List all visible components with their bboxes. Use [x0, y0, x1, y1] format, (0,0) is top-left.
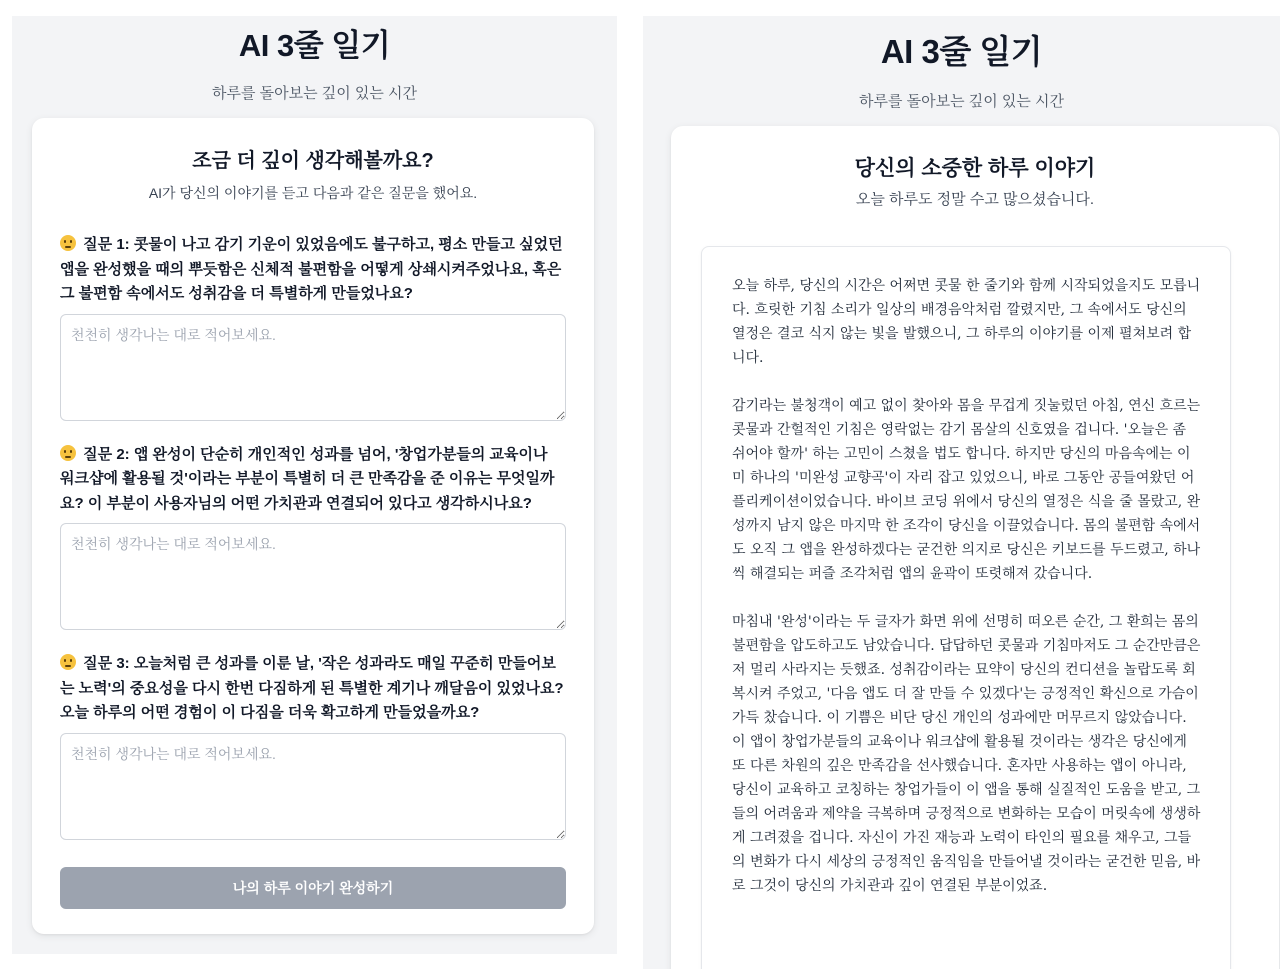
story-panel [643, 16, 1280, 969]
answer-1-textarea[interactable] [60, 314, 566, 421]
story-paragraph-1: 오늘 하루, 당신의 시간은 어쩌면 콧물 한 줄기와 함께 시작되었을지도 모릅니다. 흐릿한 기침 소리가 일상의 배경음악처럼 깔렸지만, 그 속에서도 당신의 열정은 결코 식지 않는 빛을 발했으니, 그 하루의 이야기를 이제 펼쳐보려 합니다. [732, 278, 1201, 366]
app-title: AI 3줄 일기 [880, 33, 1043, 70]
story-text-box [701, 246, 1231, 969]
question-1 [60, 233, 566, 421]
question-3-text [60, 652, 566, 726]
thinking-face-icon [60, 445, 76, 461]
story-paragraph-2: 감기라는 불청객이 예고 없이 찾아와 몸을 무겁게 짓눌렀던 아침, 연신 흐르는 콧물과 간헐적인 기침은 영락없는 감기 몸살의 신호였을 겁니다. '오늘은 좀 쉬어야 할까' 하는 고민이 스쳤을 법도 합니다. 하지만 당신의 마음속에는 이미 하나의 '미완성 교향곡'이 자리 잡고 있었으니, 바로 그동안 공들여왔던 어플리케이션이었습니다. 바이브 코딩 위에서 당신의 열정은 식을 줄 몰랐고, 완성까지 남지 않은 마지막 한 조각이 당신을 이끌었습니다. 몸의 불편함 속에서도 오직 그 앱을 완성하겠다는 굳건한 의지로 당신은 키보드를 두드렸고, 하나씩 해결되는 퍼즐 조각처럼 앱의 윤곽이 또렷해져 갔습니다. [732, 398, 1201, 582]
card-title: 조금 더 깊이 생각해볼까요? [192, 150, 434, 172]
question-3 [60, 652, 566, 840]
question-2 [60, 443, 566, 631]
answer-2-textarea[interactable] [60, 523, 566, 630]
question-2-label: 질문 2: 앱 완성이 단순히 개인적인 성과를 넘어, '창업가분들의 교육이나 워크샵에 활용될 것'이라는 부분이 특별히 더 큰 만족감을 준 이유는 무엇일까요? 이 부분이 사용자님의 어떤 가치관과 연결되어 있다고 생각하시나요? [60, 445, 555, 512]
story-paragraph-3: 마침내 '완성'이라는 두 글자가 화면 위에 선명히 떠오른 순간, 그 환희는 몸의 불편함을 압도하고도 남았습니다. 답답하던 콧물과 기침마저도 그 순간만큼은 저 멀리 사라지는 듯했죠. 성취감이라는 묘약이 당신의 컨디션을 놀랍도록 회복시켜 주었고, '다음 앱도 더 잘 만들 수 있겠다'는 긍정적인 확신으로 가슴이 가득 찼습니다. 이 기쁨은 비단 당신 개인의 성과에만 머무르지 않았습니다. 이 앱이 창업가분들의 교육이나 워크샵에 활용될 것이라는 생각은 당신에게 또 다른 차원의 깊은 만족감을 선사했습니다. 혼자만 사용하는 앱이 아니라, 당신이 교육하고 코칭하는 창업가들이 이 앱을 통해 실질적인 도움을 받고, 그들의 어려움과 제약을 극복하며 긍정적으로 변화하는 모습이 머릿속에 생생하게 그려졌을 겁니다. 자신이 가진 재능과 노력이 타인의 필요를 채우고, 그들의 변화가 다시 세상의 긍정적인 움직임을 만들어낼 것이라는 굳건한 믿음, 바로 그것이 당신의 가치관과 깊이 연결된 부분이었죠. [732, 614, 1201, 894]
app-subtitle: 하루를 돌아보는 깊이 있는 시간 [858, 93, 1065, 110]
complete-story-button[interactable]: 나의 하루 이야기 완성하기 [60, 867, 566, 909]
card-subtitle: AI가 당신의 이야기를 듣고 다음과 같은 질문을 했어요. [148, 185, 478, 201]
question-1-label: 질문 1: 콧물이 나고 감기 기운이 있었음에도 불구하고, 평소 만들고 싶었던 앱을 완성했을 때의 뿌듯함은 신체적 불편함을 어떻게 상쇄시켜주었나요, 혹은 그 불편함 속에서도 성취감을 더 특별하게 만들었나요? [60, 236, 563, 302]
story-subtitle: 오늘 하루도 정말 수고 많으셨습니다. [855, 191, 1095, 208]
question-2-text [60, 443, 566, 517]
answer-3-textarea[interactable] [60, 733, 566, 840]
story-card [671, 126, 1279, 969]
app-subtitle: 하루를 돌아보는 깊이 있는 시간 [211, 85, 418, 102]
thinking-face-icon [60, 235, 76, 251]
question-3-label: 질문 3: 오늘처럼 큰 성과를 이룬 날, '작은 성과라도 매일 꾸준히 만들어보는 노력'의 중요성을 다시 한번 다짐하게 된 특별한 계기나 깨달음이 있었나요? 오늘 하루의 어떤 경험이 이 다짐을 더욱 확고하게 만들었을까요? [60, 655, 564, 721]
question-card [32, 118, 594, 934]
app-title: AI 3줄 일기 [238, 28, 391, 63]
question-panel [12, 16, 617, 954]
question-1-text [60, 233, 566, 307]
story-title: 당신의 소중한 하루 이야기 [854, 157, 1096, 180]
thinking-face-icon [60, 654, 76, 670]
